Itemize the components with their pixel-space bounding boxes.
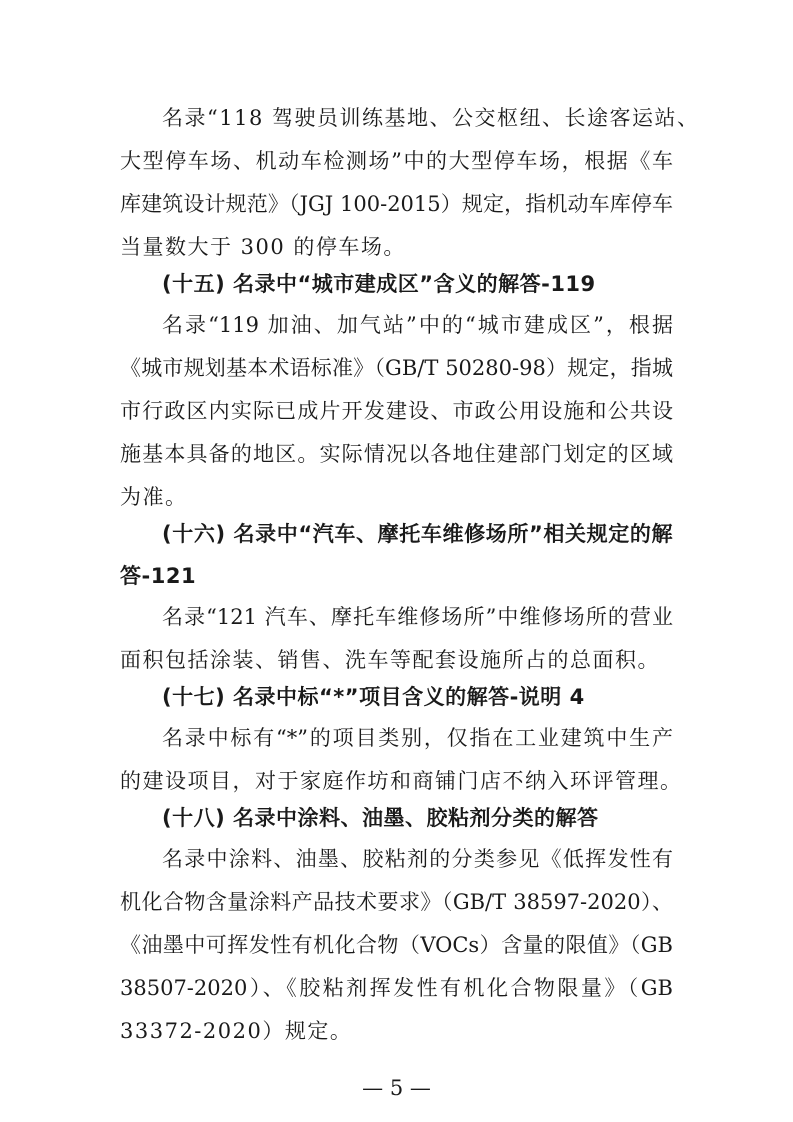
paragraph-line: 名录中标有“*”的项目类别，仅指在工业建筑中生产 — [162, 726, 673, 750]
paragraph-line: 库建筑设计规范》（JGJ 100-2015）规定，指机动车库停车 — [120, 192, 673, 216]
paragraph-line: 施基本具备的地区。实际情况以各地住建部门划定的区域 — [120, 442, 673, 466]
section-heading: (十六) 名录中“汽车、摩托车维修场所”相关规定的解 — [162, 522, 673, 546]
paragraph-line: 33372-2020）规定。 — [120, 1019, 353, 1043]
paragraph-line: 名录“119 加油、加气站”中的“城市建成区”，根据 — [162, 313, 673, 337]
page-number: — 5 — — [362, 1076, 431, 1100]
paragraph-line: 市行政区内实际已成片开发建设、市政公用设施和公共设 — [120, 399, 673, 423]
paragraph-line: 《城市规划基本术语标准》（GB/T 50280-98）规定，指城 — [120, 356, 673, 380]
paragraph-line: 名录中涂料、油墨、胶粘剂的分类参见《低挥发性有 — [162, 847, 673, 871]
paragraph-line: 大型停车场、机动车检测场”中的大型停车场，根据《车 — [120, 149, 673, 173]
paragraph-line: 为准。 — [120, 485, 188, 509]
section-heading: 答-121 — [120, 564, 197, 588]
paragraph-line: 名录“118 驾驶员训练基地、公交枢纽、长途客运站、 — [162, 106, 700, 130]
section-heading: (十七) 名录中标“*”项目含义的解答-说明 4 — [162, 685, 585, 709]
section-heading: (十五) 名录中“城市建成区”含义的解答-119 — [162, 272, 596, 296]
paragraph-line: 的建设项目，对于家庭作坊和商铺门店不纳入环评管理。 — [120, 769, 683, 793]
section-heading: (十八) 名录中涂料、油墨、胶粘剂分类的解答 — [162, 806, 599, 830]
paragraph-line: 面积包括涂装、销售、洗车等配套设施所占的总面积。 — [120, 648, 660, 672]
paragraph-line: 当量数大于 300 的停车场。 — [120, 235, 406, 259]
paragraph-line: 38507-2020）、《胶粘剂挥发性有机化合物限量》（GB — [120, 976, 673, 1000]
paragraph-line: 名录“121 汽车、摩托车维修场所”中维修场所的营业 — [162, 605, 673, 629]
paragraph-line: 机化合物含量涂料产品技术要求》（GB/T 38597-2020）、 — [120, 890, 673, 914]
paragraph-line: 《油墨中可挥发性有机化合物（VOCs）含量的限值》（GB — [120, 933, 673, 957]
